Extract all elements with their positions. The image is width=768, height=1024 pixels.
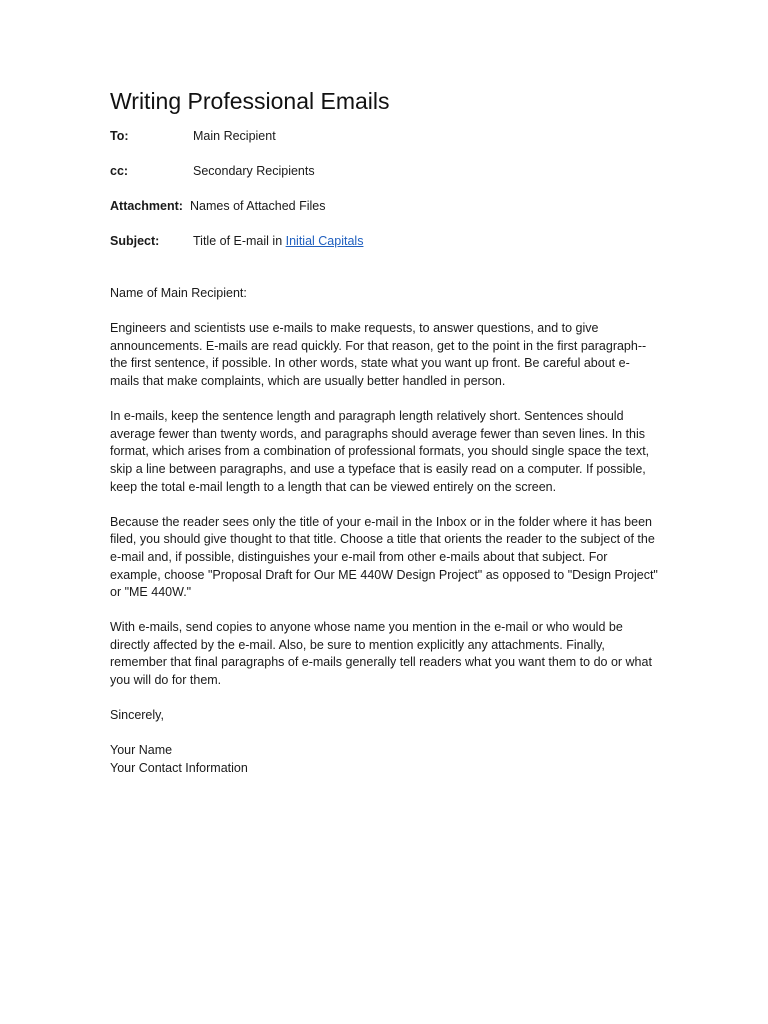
subject-value-prefix: Title of E-mail in: [193, 234, 286, 248]
initial-capitals-link[interactable]: Initial Capitals: [285, 234, 364, 248]
document-title: Writing Professional Emails: [110, 88, 390, 114]
body-paragraph: Engineers and scientists use e-mails to make requests, to answer questions, and to give announcements. E-mails are read quickly. For that reason, get to the point in the first paragraph--the first sentence, if possible. In other words, state what you want up front. Be careful about e-mails that make complaints, which are usually better handled in person.: [110, 321, 647, 388]
signature-contact: Your Contact Information: [110, 761, 248, 776]
document-page: [110, 86, 658, 776]
subject-row: [110, 233, 363, 250]
attachment-label: Attachment:: [110, 199, 183, 213]
closing: Sincerely,: [110, 708, 164, 723]
attachment-row: [110, 198, 325, 215]
attachment-value: Names of Attached Files: [190, 199, 326, 213]
cc-row: [110, 163, 315, 180]
body-paragraph: With e-mails, send copies to anyone whose name you mention in the e-mail or who would be directly affected by the e-mail. Also, be sure to mention explicitly any attachments. Finally, remember that final paragraphs of e-mails generally tell readers what you want them to do or what you will do for them.: [110, 620, 652, 688]
to-row: [110, 128, 276, 145]
body-paragraph: Because the reader sees only the title of your e-mail in the Inbox or in the folder where it has been filed, you should give thought to that title. Choose a title that orients the reader to the subject of the e-mail and, if possible, distinguishes your e-mail from other e-mails about that subject. For example, choose "Proposal Draft for Our ME 440W Design Project" as opposed to "Design Project" or "ME 440W.": [110, 514, 658, 600]
subject-label: Subject:: [110, 234, 160, 248]
email-body: [110, 285, 658, 778]
signature-name: Your Name: [110, 743, 173, 758]
to-label: To:: [110, 129, 129, 143]
salutation: Name of Main Recipient:: [110, 286, 247, 300]
to-value: Main Recipient: [193, 129, 276, 143]
subject-value: [193, 233, 363, 250]
cc-label: cc:: [110, 164, 129, 178]
body-paragraph: In e-mails, keep the sentence length and paragraph length relatively short. Sentences should average fewer than twenty words, and paragraphs should average fewer than seven lines. In this format, which arises from a combination of professional formats, you should single space the text, skip a line between paragraphs, and use a typeface that is easily read on a computer. If possible, keep the total e-mail length to a length that can be viewed entirely on the screen.: [110, 409, 650, 494]
cc-value: Secondary Recipients: [193, 164, 315, 178]
